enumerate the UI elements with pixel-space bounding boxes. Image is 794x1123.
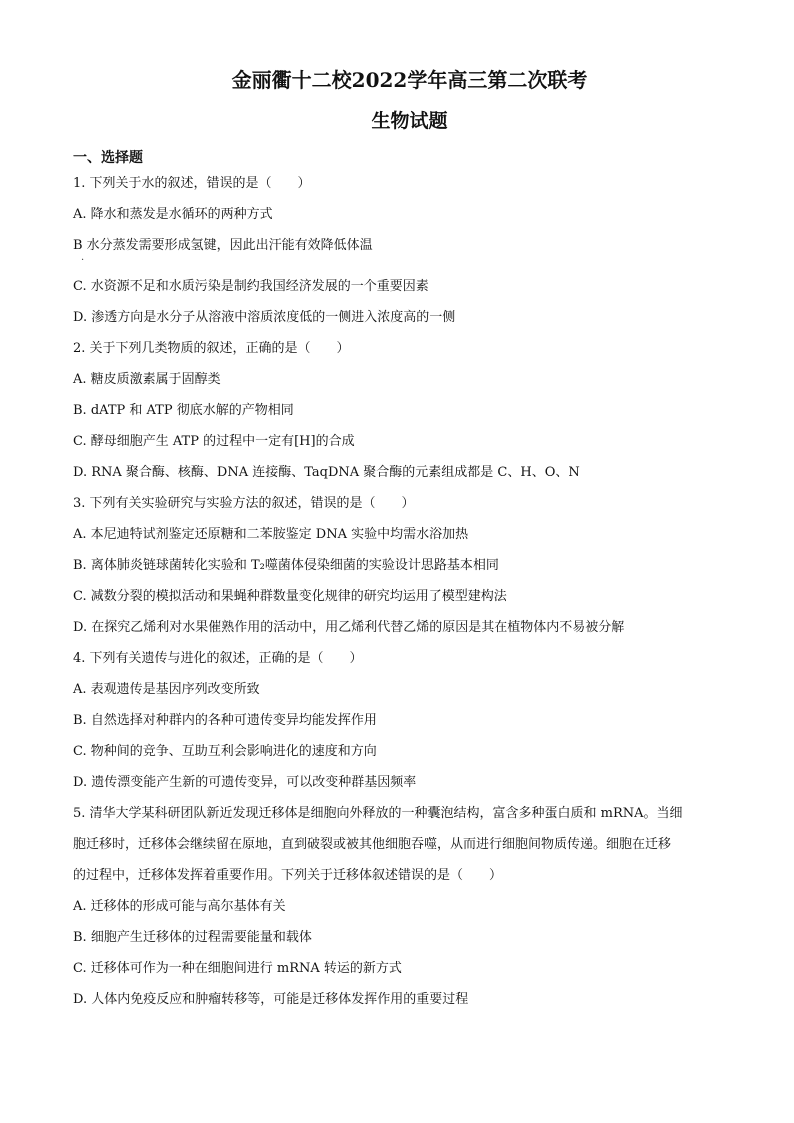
question-stem: 3. 下列有关实验研究与实验方法的叙述，错误的是（ ） (73, 496, 415, 511)
option-a: A. 表观遗传是基因序列改变所致 (73, 682, 260, 697)
option-c: C. 酵母细胞产生 ATP 的过程中一定有[H]的合成 (73, 434, 355, 449)
option-b: B. 细胞产生迁移体的过程需要能量和载体 (73, 930, 312, 945)
option-a: A. 本尼迪特试剂鉴定还原糖和二苯胺鉴定 DNA 实验中均需水浴加热 (73, 527, 469, 542)
stem-line-1: 5. 清华大学某科研团队新近发现迁移体是细胞向外释放的一种囊泡结构，富含多种蛋白质和 mRNA。当细 (73, 806, 683, 821)
option-b: B. 离体肺炎链球菌转化实验和 T₂噬菌体侵染细菌的实验设计思路基本相同 (73, 558, 499, 573)
question-3 (73, 494, 734, 638)
question-1 (73, 174, 734, 328)
option-a: A. 迁移体的形成可能与高尔基体有关 (73, 899, 286, 914)
option-c: C. 水资源不足和水质污染是制约我国经济发展的一个重要因素 (73, 279, 429, 294)
option-d: D. 人体内免疫反应和肿瘤转移等，可能是迁移体发挥作用的重要过程 (73, 992, 469, 1007)
section-heading: 一、选择题 (73, 150, 143, 166)
question-4 (73, 649, 734, 793)
question-5 (73, 804, 734, 1010)
question-stem (73, 804, 734, 886)
option-b: B. 自然选择对种群内的各种可遗传变异均能发挥作用 (73, 713, 377, 728)
option-d: D. 遗传漂变能产生新的可遗传变异，可以改变种群基因频率 (73, 775, 417, 790)
option-a: A. 糖皮质激素属于固醇类 (73, 372, 221, 387)
exam-title: 金丽衢十二校2022学年高三第二次联考 (231, 68, 588, 92)
option-b: B 水分蒸发需要形成氢键，因此出汗能有效降低体温 (73, 238, 373, 253)
option-b: B. dATP 和 ATP 彻底水解的产物相同 (73, 403, 294, 418)
option-d: D. 在探究乙烯利对水果催熟作用的活动中，用乙烯利代替乙烯的原因是其在植物体内不易被分解 (73, 620, 625, 635)
question-stem: 2. 关于下列几类物质的叙述，正确的是（ ） (73, 341, 350, 356)
stray-dot-mark: · (81, 255, 85, 266)
question-stem: 1. 下列关于水的叙述，错误的是（ ） (73, 176, 311, 191)
question-stem: 4. 下列有关遗传与进化的叙述，正确的是（ ） (73, 651, 363, 666)
question-2 (73, 339, 734, 483)
question-list (73, 174, 734, 1010)
option-c: C. 减数分裂的模拟活动和果蝇种群数量变化规律的研究均运用了模型建构法 (73, 589, 507, 604)
stem-line-3: 的过程中，迁移体发挥着重要作用。下列关于迁移体叙述错误的是（ ） (73, 868, 503, 883)
stem-line-2: 胞迁移时，迁移体会继续留在原地，直到破裂或被其他细胞吞噬，从而进行细胞间物质传递。细胞在迁移 (73, 837, 672, 852)
exam-subject: 生物试题 (371, 110, 448, 132)
option-c: C. 迁移体可作为一种在细胞间进行 mRNA 转运的新方式 (73, 961, 402, 976)
option-c: C. 物种间的竞争、互助互利会影响进化的速度和方向 (73, 744, 377, 759)
option-a: A. 降水和蒸发是水循环的两种方式 (73, 207, 273, 222)
option-d: D. 渗透方向是水分子从溶液中溶质浓度低的一侧进入浓度高的一侧 (73, 310, 456, 325)
option-d: D. RNA 聚合酶、核酶、DNA 连接酶、TaqDNA 聚合酶的元素组成都是 C、H、O、N (73, 465, 580, 480)
